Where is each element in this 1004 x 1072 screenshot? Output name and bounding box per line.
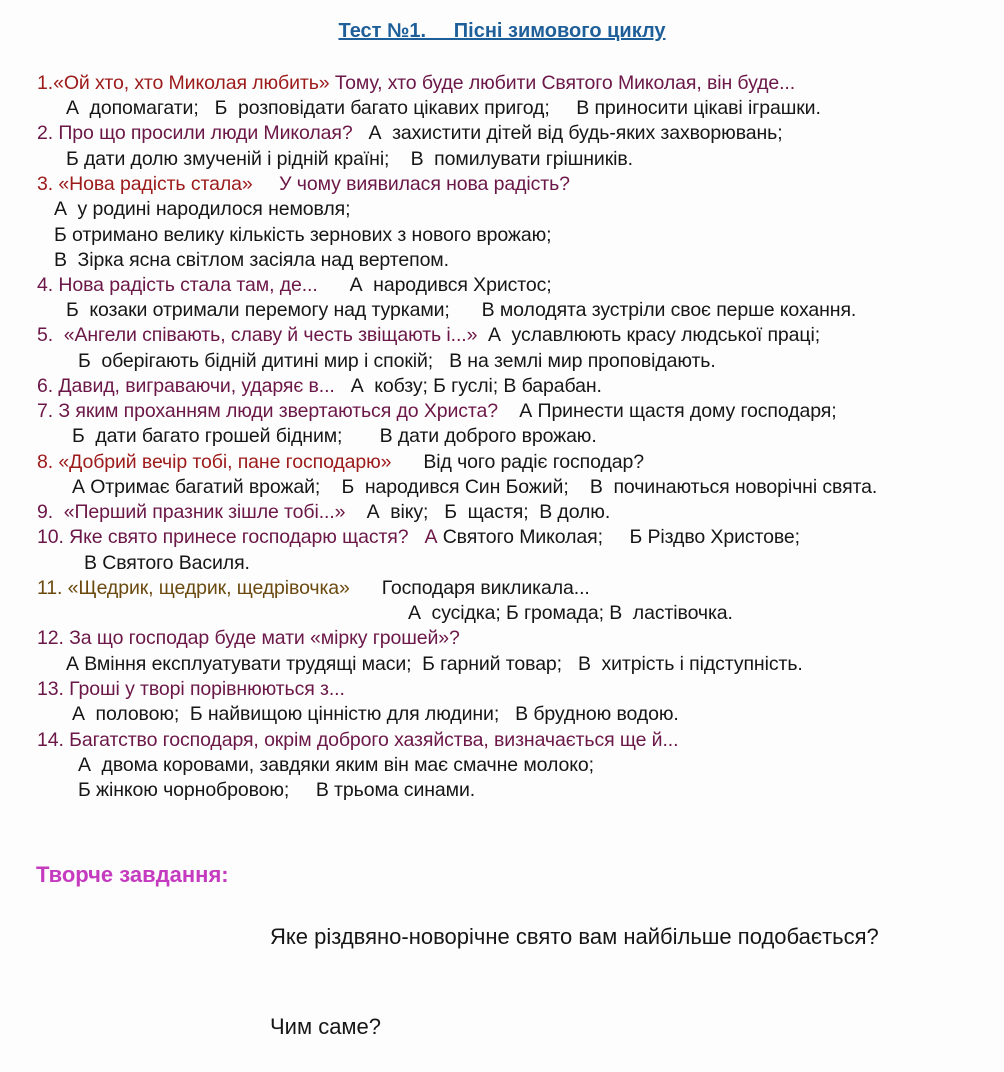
creative-task-text [270,862,879,1072]
question-9: 9. «Перший празник зішле тобі...» А віку; Б щастя; В долю. [37,501,611,523]
question-3-answer-a: А у родині народилося немовля; [54,198,351,220]
question-14-answer-a: А двома коровами, завдяки яким він має смачне молоко; [78,754,594,776]
creative-task-line-2: Чим саме? [270,1014,382,1039]
question-8-answers: А Отримає багатий врожай; Б народився Син Божий; В починаються новорічні свята. [72,476,878,498]
question-12-answers: А Вміння експлуатувати трудящі маси; Б гарний товар; В хитрість і підступність. [66,653,803,675]
question-6: 6. Давид, вигравaючи, ударяє в... А кобзу; Б гуслі; В барабан. [37,375,602,397]
question-7: 7. З яким проханням люди звертаються до Христа? А Принести щастя дому господаря; [37,400,837,422]
question-1-answers: А допомагати; Б розповідати багато цікавих пригод; В приносити цікаві іграшки. [66,97,821,119]
creative-task-label: Творче завдання: [36,862,229,887]
question-13: 13. Гроші у творі порівнюються з... [37,678,345,700]
question-7-answers: Б дати багато грошей бідним; В дати доброго врожаю. [72,425,597,447]
question-4: 4. Нова радість стала там, де... А народився Христос; [37,274,552,296]
question-2-answers: Б дати долю змученій і рідній країні; В помилувати грішників. [66,148,633,170]
question-11-answers: А сусідка; Б громада; В ластівочка. [408,602,733,624]
question-3-answer-c: В Зірка ясна світлом засіяла над вертепом. [54,249,449,271]
question-8: 8. «Добрий вечір тобі, пане господарю» Від чого радіє господар? [37,451,644,473]
question-10: 10. Яке свято принесе господарю щастя? А Святого Миколая; Б Різдво Христове; [37,526,800,548]
question-14: 14. Багатство господаря, окрім доброго хазяйства, визначається ще й... [37,729,679,751]
question-11: 11. «Щедрик, щедрик, щедрівочка» Господаря викликала... [37,577,590,599]
question-1: 1.«Ой хто, хто Миколая любить» Тому, хто буде любити Святого Миколая, він буде... [37,72,796,94]
question-10-answer-c: В Святого Василя. [84,552,250,574]
question-3-answer-b: Б отримано велику кількість зернових з нового врожаю; [54,224,552,246]
creative-task-line-1: Яке різдвяно-новорічне свято вам найбільше подобається? [270,924,879,949]
question-3: 3. «Нова радість стала» У чому виявилася нова радість? [37,173,570,195]
question-14-answer-b: Б жінкою чорнобровою; В трьома синами. [78,779,476,801]
question-12: 12. За що господар буде мати «мірку грошей»? [37,627,460,649]
question-5: 5. «Ангели співають, славу й честь звіщають і...» А уславлюють красу людської праці; [37,324,821,346]
question-13-answers: А половою; Б найвищою цінністю для людини; В брудною водою. [72,703,679,725]
question-2: 2. Про що просили люди Миколая? А захистити дітей від будь-яких захворювань; [37,122,783,144]
question-4-answers: Б козаки отримали перемогу над турками; В молодята зустріли своє перше кохання. [66,299,857,321]
question-5-answers: Б оберігають бідній дитині мир і спокій; В на землі мир проповідають. [78,350,716,372]
page-title: Тест №1. Пісні зимового циклу [338,20,666,42]
